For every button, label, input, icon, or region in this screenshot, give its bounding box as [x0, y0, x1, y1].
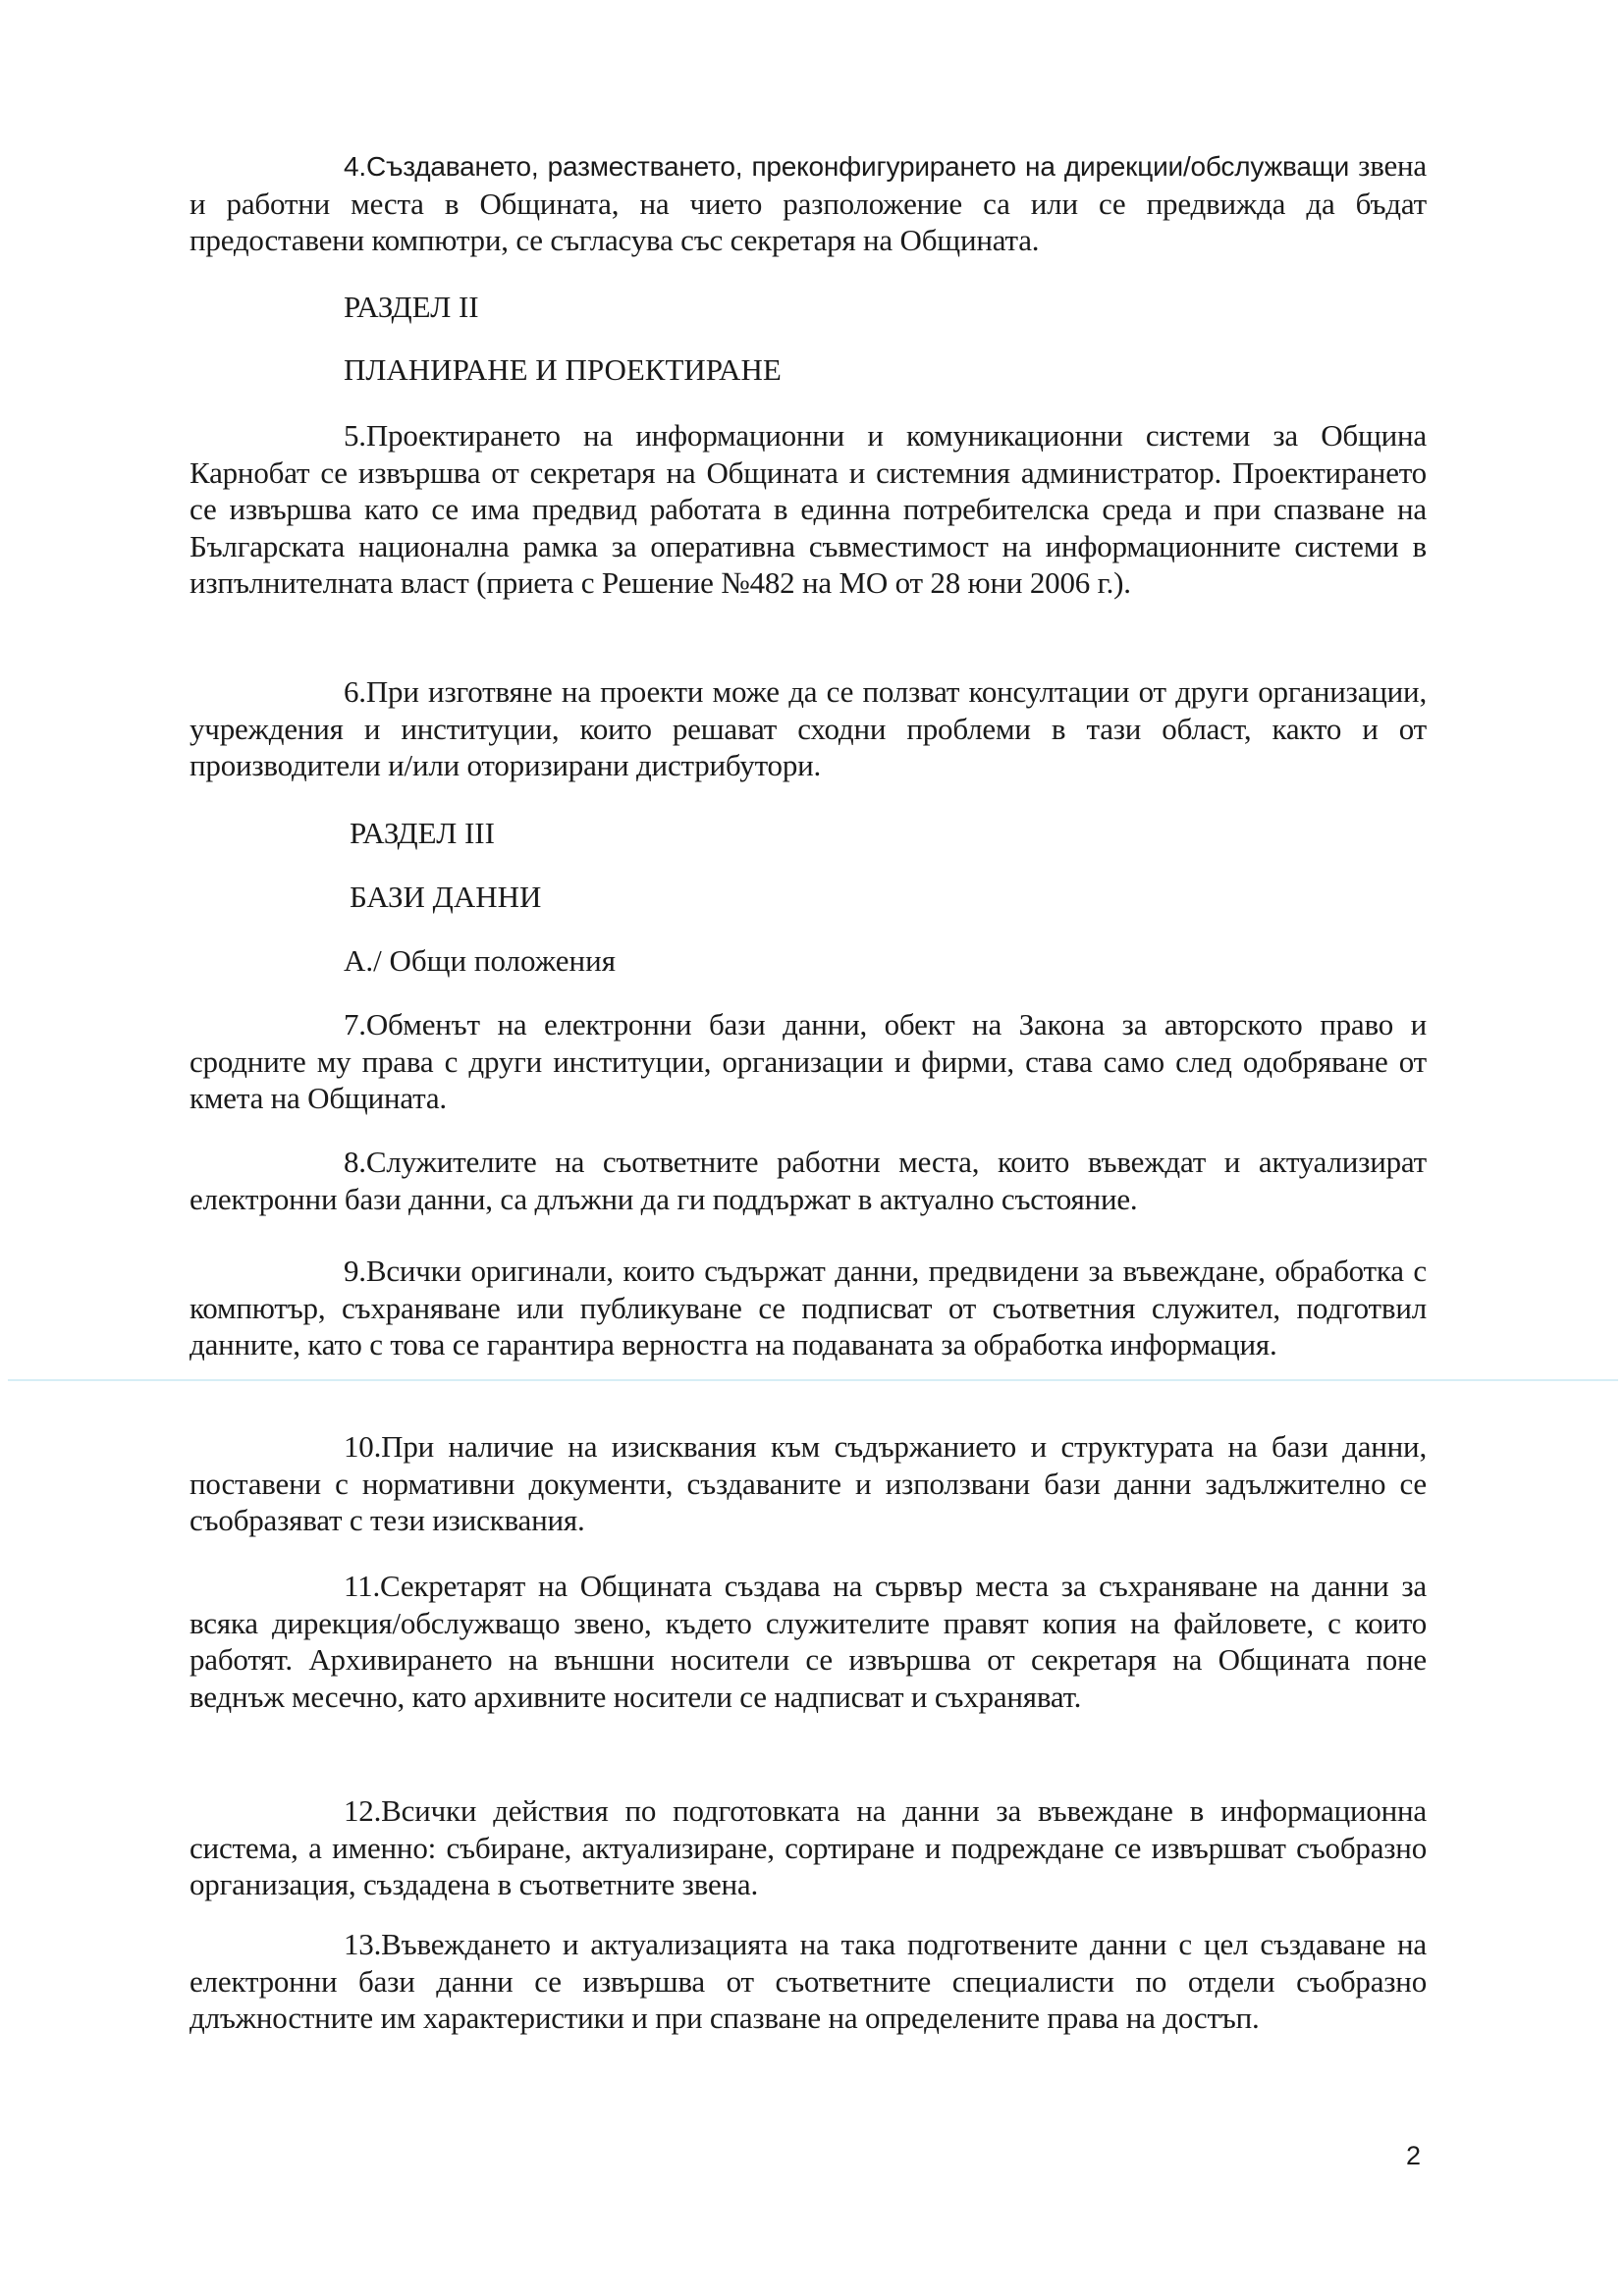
paragraph-5: 5.Проектирането на информационни и комуникационни системи за Община Карнобат се извършва от секретаря на Общината и системния администратор. Проектирането се извършва като се има предвид работата в единна потребителска среда и при спазване на Българската национална рамка за оперативна съвместимост на информационните системи в изпълнителната власт (приета с Решение №482 на МО от 28 юни 2006 г.).: [189, 418, 1427, 600]
paragraph-7: 7.Обменът на електронни бази данни, обект на Закона за авторското право и сродните му права с други институции, организации и фирми, става само след одобряване от кмета на Общината.: [189, 1007, 1427, 1115]
section-3-title: БАЗИ ДАННИ: [350, 880, 542, 914]
page-number: 2: [1406, 2141, 1422, 2170]
paragraph-4-rest: звена и работни места в Общината, на чието разположение са или се предвижда да бъдат предоставени компютри, се съгласува със секретаря на Общината.: [189, 148, 1427, 257]
section-2-title: ПЛАНИРАНЕ И ПРОЕКТИРАНЕ: [344, 352, 782, 387]
subsection-general: А./ Общи положения: [344, 943, 616, 978]
paragraph-10: 10.При наличие на изисквания към съдържанието и структурата на бази данни, поставени с нормативни документи, създаваните и използвани бази данни задължително се съобразяват с тези изисквания.: [189, 1429, 1427, 1537]
paragraph-4-lead: 4.Създаването, разместването, преконфигурирането на дирекции/обслужващи: [344, 151, 1350, 182]
section-2-label: РАЗДЕЛ II: [344, 290, 479, 324]
section-3-label: РАЗДЕЛ III: [350, 816, 495, 850]
scan-artifact-line: [8, 1379, 1618, 1381]
paragraph-8: 8.Служителите на съответните работни места, които въвеждат и актуализират електронни бази данни, са длъжни да ги поддържат в актуално състояние.: [189, 1145, 1427, 1216]
paragraph-12: 12.Всички действия по подготовката на данни за въвеждане в информационна система, а именно: събиране, актуализиране, сортиране и подреждане се извършват съобразно организация, създадена в съответните звена.: [189, 1793, 1427, 1901]
paragraph-11: 11.Секретарят на Общината създава на сървър места за съхраняване на данни за всяка дирекция/обслужващо звено, където служителите правят копия на файловете, с които работят. Архивирането на външни носители се извършва от секретаря на Общината поне веднъж месечно, като архивните носители се надписват и съхраняват.: [189, 1569, 1427, 1714]
paragraph-13: 13.Въвеждането и актуализацията на така подготвените данни с цел създаване на електронни бази данни се извършва от съответните специалисти по отдели съобразно длъжностните им характеристики и при спазване на определените права на достъп.: [189, 1927, 1427, 2035]
paragraph-9: 9.Всички оригинали, които съдържат данни, предвидени за въвеждане, обработка с компютър, съхраняване или публикуване се подписват от съответния служител, подготвил данните, като с това се гарантира верностга на подаваната за обработка информация.: [189, 1254, 1427, 1362]
paragraph-6: 6.При изготвяне на проекти може да се ползват консултации от други организации, учреждения и институции, които решават сходни проблеми в тази област, както и от производители и/или оторизирани дистрибутори.: [189, 674, 1427, 782]
paragraph-4: [189, 147, 1427, 259]
